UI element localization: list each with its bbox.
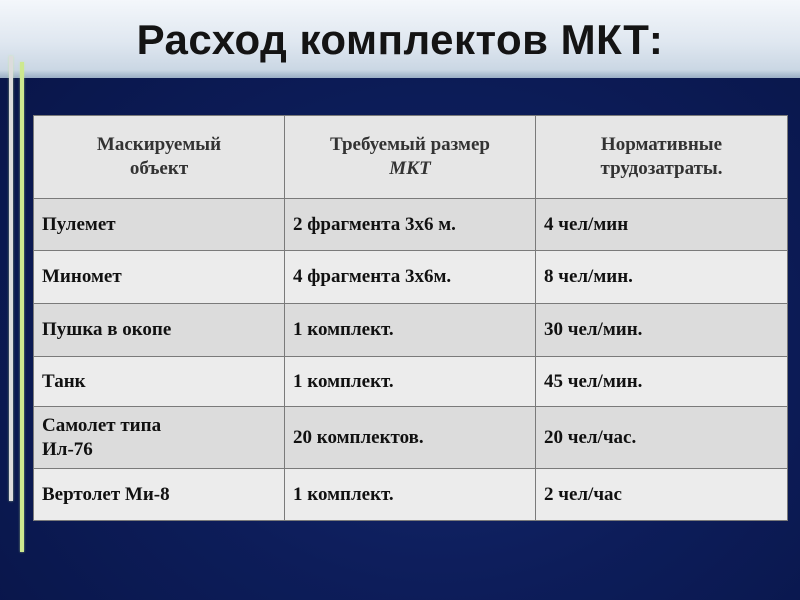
table-header-row [34,116,788,199]
cell-object-line1: Самолет типа [42,414,162,436]
cell-object: Пулемет [34,199,285,251]
cell-size: 1 комплект. [285,357,536,407]
header-object-line1: Маскируемый [96,134,222,155]
cell-size: 4 фрагмента 3х6м. [285,251,536,304]
header-size [285,116,536,199]
cell-labor: 20 чел/час. [536,407,788,469]
cell-object: Танк [34,357,285,407]
decorative-bar-right [20,62,24,552]
cell-object: Пушка в окопе [34,304,285,357]
decorative-bar-left [9,56,13,501]
header-labor-line2: трудозатраты. [600,158,723,179]
table-row [34,251,788,304]
cell-labor: 8 чел/мин. [536,251,788,304]
cell-object: Вертолет Ми-8 [34,469,285,521]
slide-title: Расход комплектов МКТ: [136,16,664,63]
header-object-line2: объект [129,158,189,179]
table-row [34,304,788,357]
cell-labor: 2 чел/час [536,469,788,521]
table-row [34,357,788,407]
header-labor-line1: Нормативные [600,134,723,155]
cell-labor: 4 чел/мин [536,199,788,251]
cell-object-line2: Ил-76 [42,438,93,460]
cell-object: Миномет [34,251,285,304]
cell-labor: 30 чел/мин. [536,304,788,357]
header-labor [536,116,788,199]
header-size-line2: МКТ [389,158,431,179]
header-size-line1: Требуемый размер [330,134,490,155]
cell-size: 1 комплект. [285,469,536,521]
cell-size: 20 комплектов. [285,407,536,469]
consumption-table [33,115,787,520]
table [33,115,788,521]
table-row [34,199,788,251]
cell-size: 2 фрагмента 3х6 м. [285,199,536,251]
cell-object [34,407,285,469]
table-row [34,469,788,521]
cell-size: 1 комплект. [285,304,536,357]
header-object [34,116,285,199]
table-row [34,407,788,469]
cell-labor: 45 чел/мин. [536,357,788,407]
